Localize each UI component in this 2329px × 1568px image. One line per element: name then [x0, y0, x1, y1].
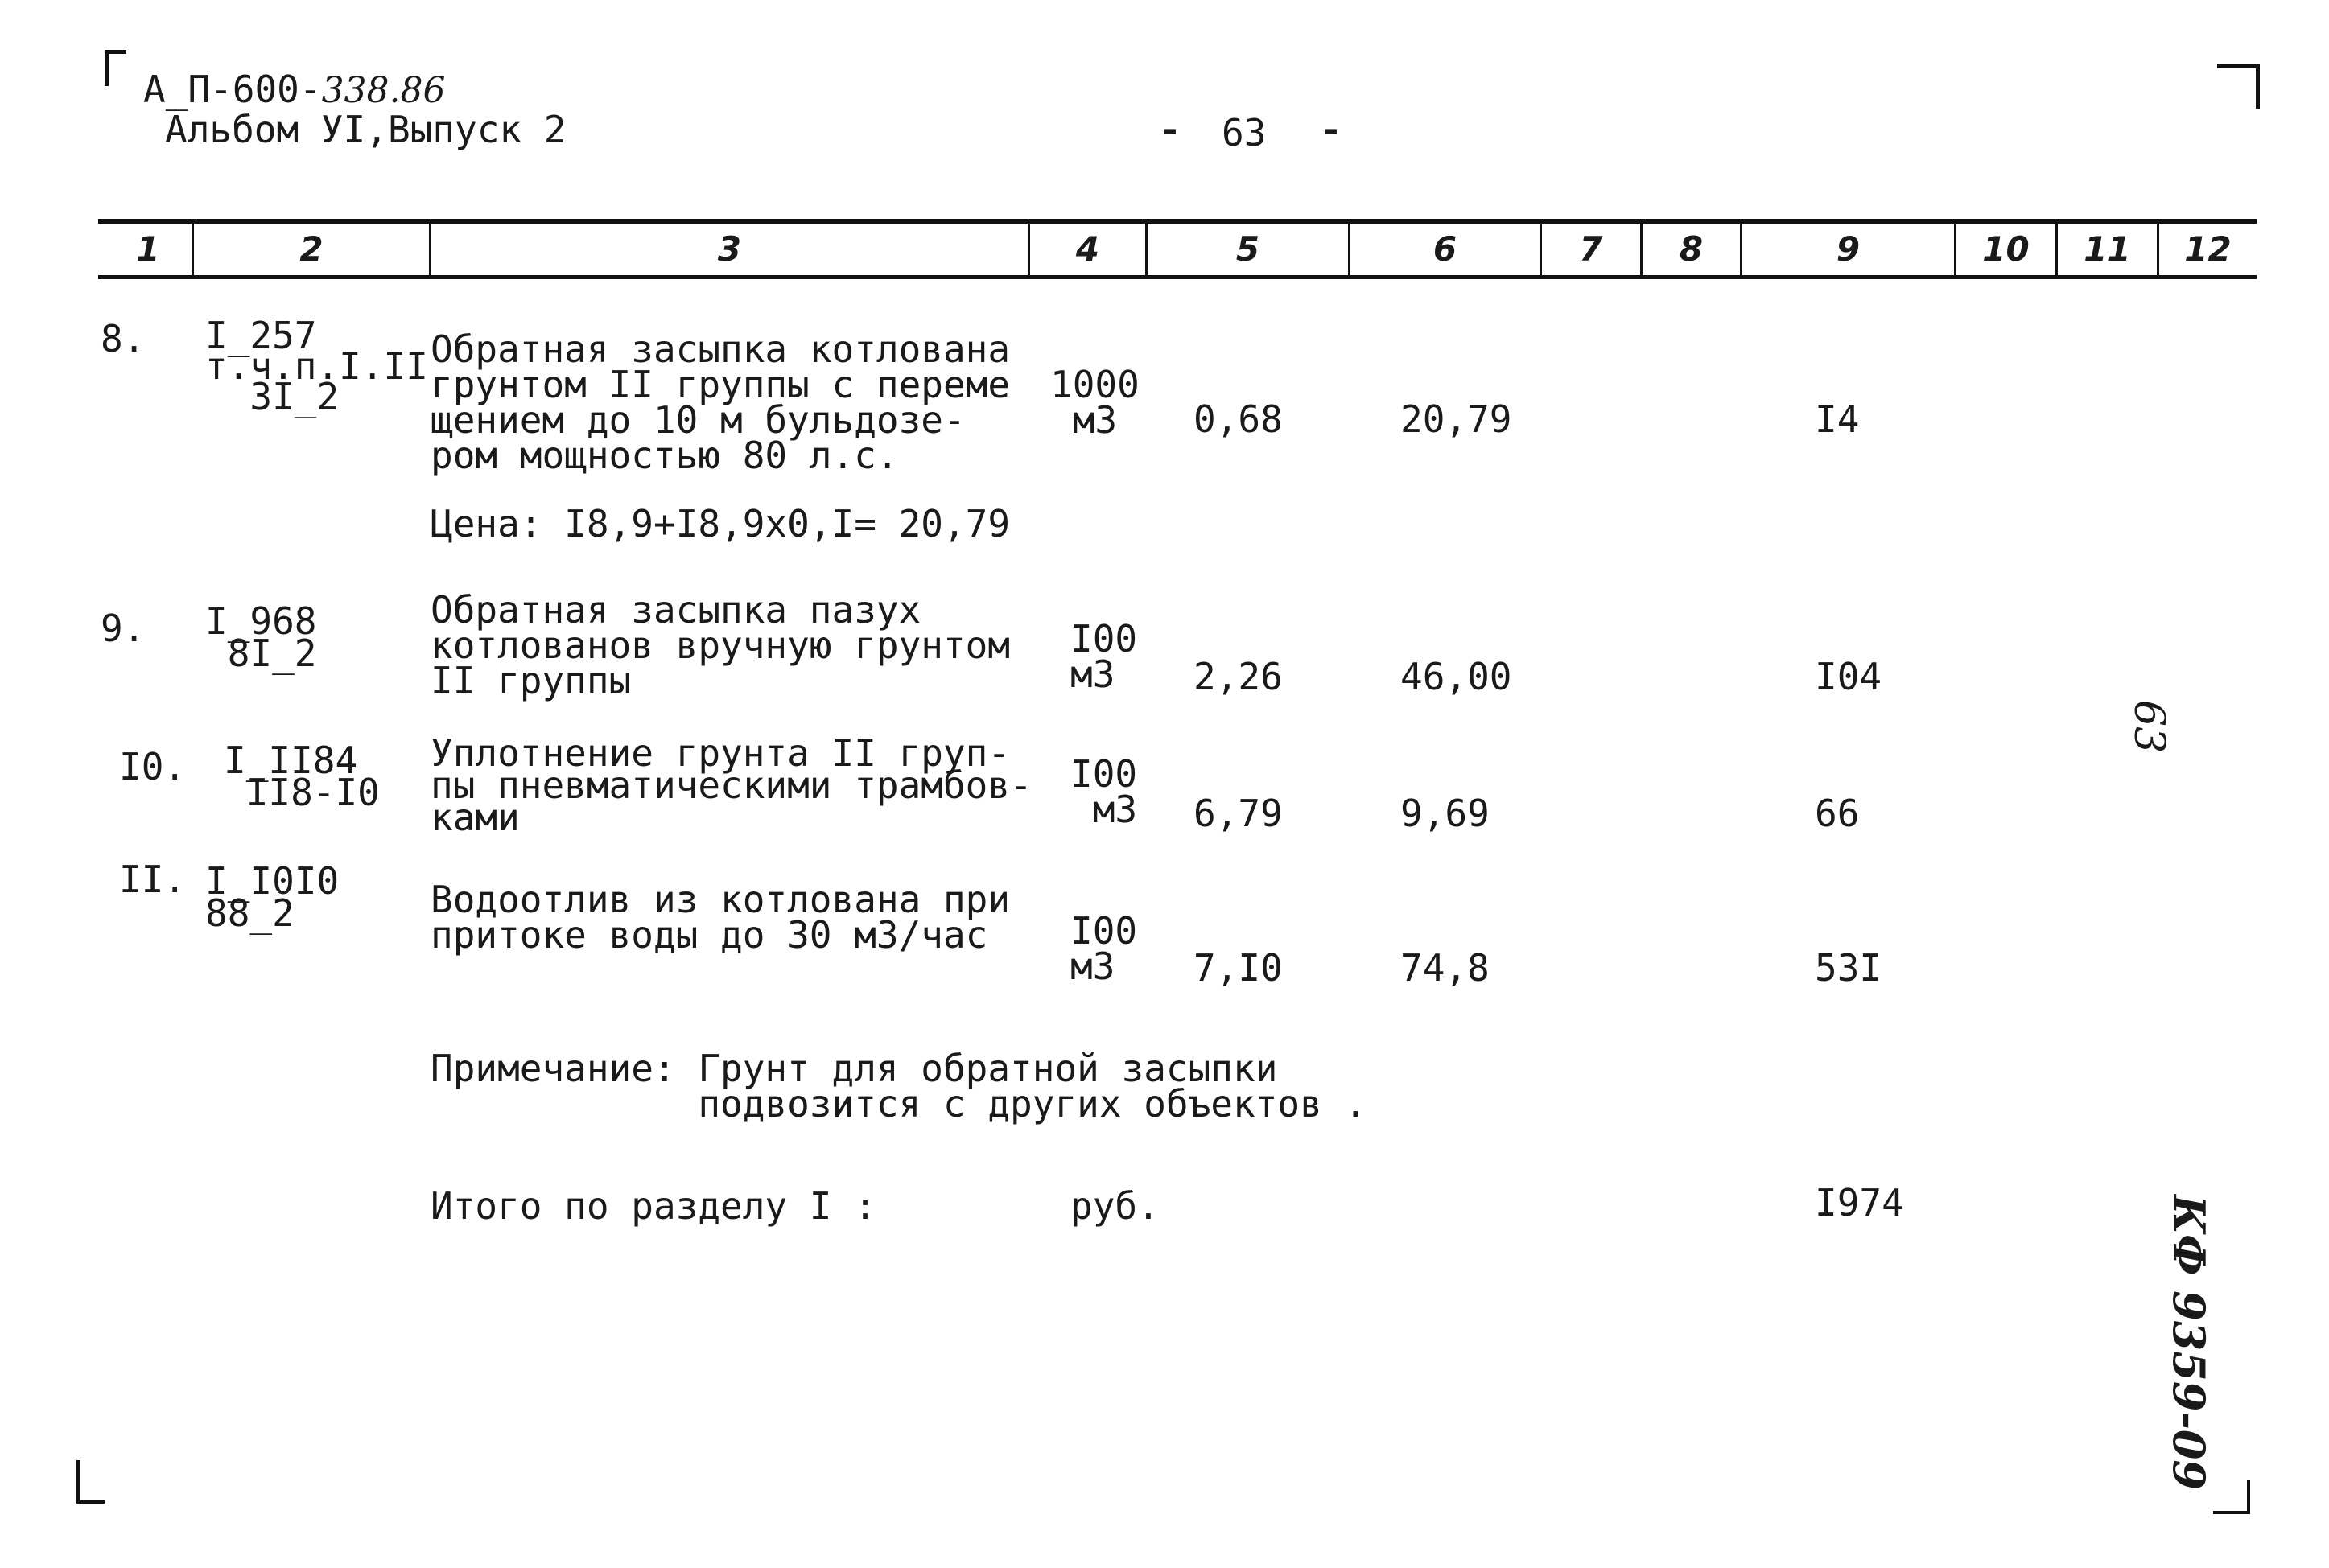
- row-total: I04: [1815, 655, 1882, 698]
- document-code-printed: А_П-600-: [143, 68, 322, 111]
- top-right-corner-mark: [2217, 64, 2260, 109]
- row-description: Уплотнение грунта II груп- пы пневматическими трамбов- ками: [431, 731, 1033, 839]
- row-quantity: 7,I0: [1193, 946, 1283, 990]
- column-number: 10: [1982, 229, 2030, 269]
- document-code-handwritten: 338.86: [321, 70, 446, 111]
- row-price: 74,8: [1400, 946, 1490, 990]
- row-description: Обратная засыпка пазух котлованов вручную грунтом II группы: [431, 588, 1011, 702]
- row-price: 20,79: [1400, 397, 1512, 441]
- row-number: 8.: [101, 317, 146, 360]
- row-code: I_I0I0 88_2: [205, 859, 340, 935]
- column-number: 7: [1579, 229, 1603, 269]
- bottom-left-corner-mark: [76, 1460, 105, 1504]
- row-number: II.: [119, 858, 187, 901]
- summary-total: I974: [1815, 1181, 1904, 1224]
- row-number: I0.: [119, 745, 187, 788]
- row-total: 53I: [1815, 946, 1882, 990]
- rotated-document-code: КФ 9359-09: [2163, 1195, 2215, 1491]
- row-description: Водоотлив из котлована при притоке воды до 30 м3/час: [431, 878, 1011, 957]
- summary-unit: руб.: [1070, 1184, 1160, 1228]
- column-number: 11: [2084, 229, 2131, 269]
- row-quantity: 6,79: [1193, 792, 1283, 835]
- remark: Примечание: Грунт для обратной засыпки подвозится с других объектов .: [431, 1047, 1367, 1126]
- table-header-bottom-rule: [98, 275, 2257, 279]
- column-number: 5: [1235, 229, 1260, 269]
- page-number-dash-left: -: [1159, 108, 1181, 151]
- row-price: 46,00: [1400, 655, 1512, 698]
- row-total: 66: [1815, 792, 1860, 835]
- row-price-note: Цена: I8,9+I8,9х0,I= 20,79: [431, 502, 1011, 545]
- column-number: 6: [1432, 229, 1457, 269]
- column-number: 8: [1679, 229, 1704, 269]
- document-code: [143, 68, 446, 111]
- row-total: I4: [1815, 397, 1860, 441]
- row-unit: I00 м3: [1070, 909, 1138, 988]
- summary-label: Итого по разделу I :: [431, 1184, 876, 1228]
- row-unit: I00 м3: [1070, 617, 1138, 696]
- page-number-dash-right: -: [1320, 108, 1342, 151]
- column-number: 12: [2184, 229, 2232, 269]
- column-number: 1: [136, 229, 160, 269]
- row-unit: 1000 м3: [1050, 363, 1140, 442]
- rotated-page-number: 63: [2125, 700, 2173, 754]
- row-quantity: 2,26: [1193, 655, 1283, 698]
- row-description: Обратная засыпка котлована грунтом II группы с переме щением до 10 м бульдозе- ром мощностью 80 л.с.: [431, 327, 1011, 477]
- bottom-right-corner-mark: [2213, 1480, 2250, 1514]
- row-code: I_257 т.ч.п.I.II 3I_2: [205, 314, 428, 418]
- row-unit: I00 м3: [1070, 752, 1138, 831]
- column-number: 4: [1075, 229, 1100, 269]
- row-quantity: 0,68: [1193, 397, 1283, 441]
- column-number: 3: [717, 229, 742, 269]
- row-price: 9,69: [1400, 792, 1490, 835]
- page-number: 63: [1222, 111, 1267, 154]
- table-header-top-rule: [98, 219, 2257, 224]
- column-number: 2: [299, 229, 324, 269]
- row-code: I_968 8I_2: [205, 599, 317, 675]
- top-left-corner-mark: [105, 50, 126, 86]
- row-code: I_II84 II8-I0: [224, 739, 380, 814]
- column-number: 9: [1836, 229, 1861, 269]
- album-issue: Альбом УI,Выпуск 2: [165, 108, 567, 151]
- row-number: 9.: [101, 607, 146, 650]
